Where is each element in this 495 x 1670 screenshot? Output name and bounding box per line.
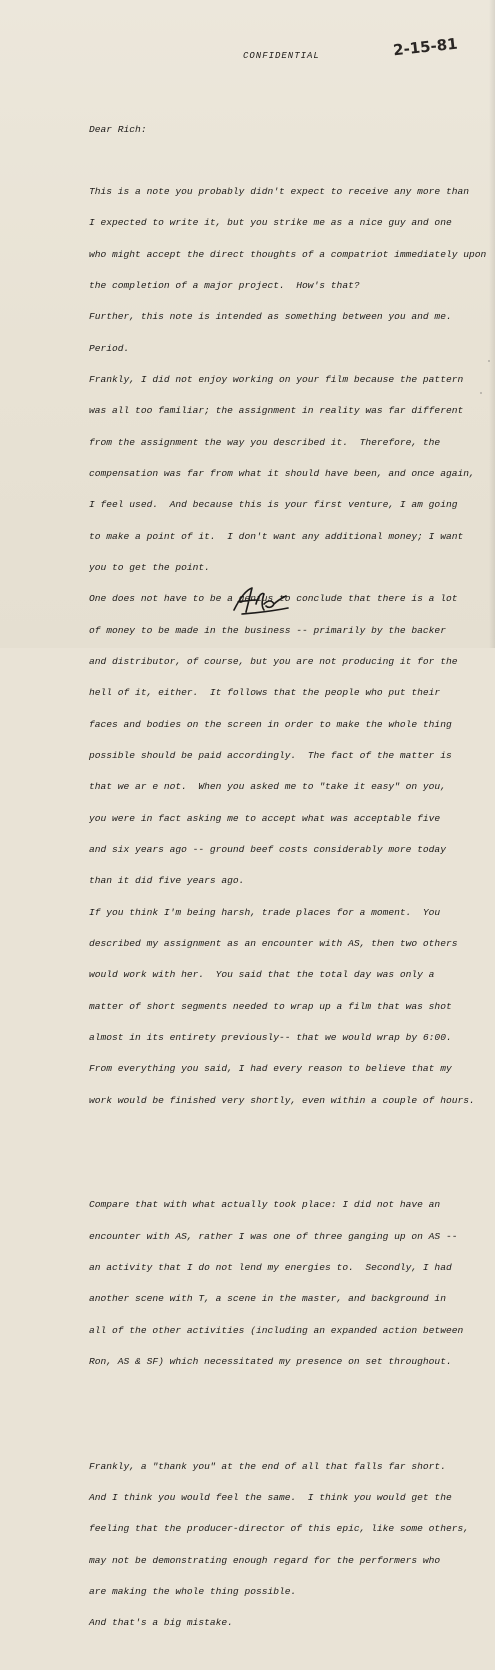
body-line: may not be demonstrating enough regard for the performers who: [89, 1554, 441, 1566]
body-line: Further, this note is intended as something between you and me.: [89, 311, 452, 323]
body-line: Ron, AS & SF) which necessitated my presence on set throughout.: [89, 1356, 452, 1367]
body-line: was all too familiar; the assignment in reality was far different: [89, 405, 464, 417]
paragraph-2: [89, 1179, 495, 1388]
salutation: Dear Rich:: [89, 124, 147, 135]
body-line: another scene with T, a scene in the master, and background in: [89, 1293, 446, 1305]
paragraph-1: [89, 166, 495, 1127]
body-line: feeling that the producer-director of this epic, like some others,: [89, 1523, 469, 1535]
body-line: hell of it, either. It follows that the people who put their: [89, 687, 441, 699]
confidential-header: CONFIDENTIAL: [243, 51, 320, 61]
handwritten-date: 2-15-81: [392, 34, 459, 60]
body-line: of money to be made in the business -- primarily by the backer: [89, 624, 446, 636]
body-line: From everything you said, I had every reason to believe that my: [89, 1063, 452, 1075]
body-line: If you think I'm being harsh, trade places for a moment. You: [89, 906, 441, 918]
body-line: work would be finished very shortly, even within a couple of hours.: [89, 1094, 475, 1106]
body-line: the completion of a major project. How's that?: [89, 279, 360, 291]
body-line: compensation was far from what it should have been, and once again,: [89, 467, 475, 479]
body-line: encounter with AS, rather I was one of three ganging up on AS --: [89, 1230, 458, 1242]
body-line: And I think you would feel the same. I think you would get the: [89, 1491, 452, 1503]
paper-speck: [488, 360, 490, 362]
body-line: Period.: [89, 342, 130, 354]
body-line: Frankly, I did not enjoy working on your film because the pattern: [89, 373, 464, 385]
paper-speck: [480, 392, 482, 394]
body-line: Frankly, a "thank you" at the end of all that falls far short.: [89, 1460, 446, 1472]
body-line: who might accept the direct thoughts of a compatriot immediately upon: [89, 248, 487, 260]
body-line: from the assignment the way you described it. Therefore, the: [89, 436, 441, 448]
body-line: you were in fact asking me to accept what was acceptable five: [89, 812, 441, 824]
body-line: would work with her. You said that the total day was only a: [89, 969, 435, 981]
body-line: than it did five years ago.: [89, 875, 245, 887]
paragraph-gap: [89, 1148, 495, 1158]
body-line: faces and bodies on the screen in order to make the whole thing: [89, 718, 452, 730]
body-line: And that's a big mistake.: [89, 1617, 233, 1629]
body-line: I feel used. And because this is your first venture, I am going: [89, 499, 458, 511]
body-line: you to get the point.: [89, 561, 210, 573]
letter-body: [89, 145, 495, 1670]
body-line: This is a note you probably didn't expect to receive any more than: [89, 185, 469, 197]
paragraph-3: [89, 1441, 495, 1650]
body-line: I expected to write it, but you strike me as a nice guy and one: [89, 217, 452, 229]
body-line: possible should be paid accordingly. The fact of the matter is: [89, 750, 452, 761]
body-line: to make a point of it. I don't want any additional money; I want: [89, 530, 464, 542]
body-line: are making the whole thing possible.: [89, 1585, 297, 1597]
body-line: One does not have to be a genius to conclude that there is a lot: [89, 593, 458, 605]
body-line: that we ar e not. When you asked me to "take it easy" on you,: [89, 781, 446, 793]
paragraph-gap: [89, 1409, 495, 1419]
body-line: Compare that with what actually took place: I did not have an: [89, 1199, 441, 1211]
body-line: described my assignment as an encounter with AS, then two others: [89, 938, 458, 950]
body-line: matter of short segments needed to wrap up a film that was shot: [89, 1000, 452, 1012]
handwritten-signature: [228, 582, 298, 618]
body-line: almost in its entirety previously-- that we would wrap by 6:00.: [89, 1032, 452, 1044]
body-line: and distributor, of course, but you are not producing it for the: [89, 655, 458, 667]
body-line: and six years ago -- ground beef costs considerably more today: [89, 844, 446, 856]
body-line: an activity that I do not lend my energies to. Secondly, I had: [89, 1261, 452, 1273]
body-line: all of the other activities (including an expanded action between: [89, 1324, 464, 1336]
